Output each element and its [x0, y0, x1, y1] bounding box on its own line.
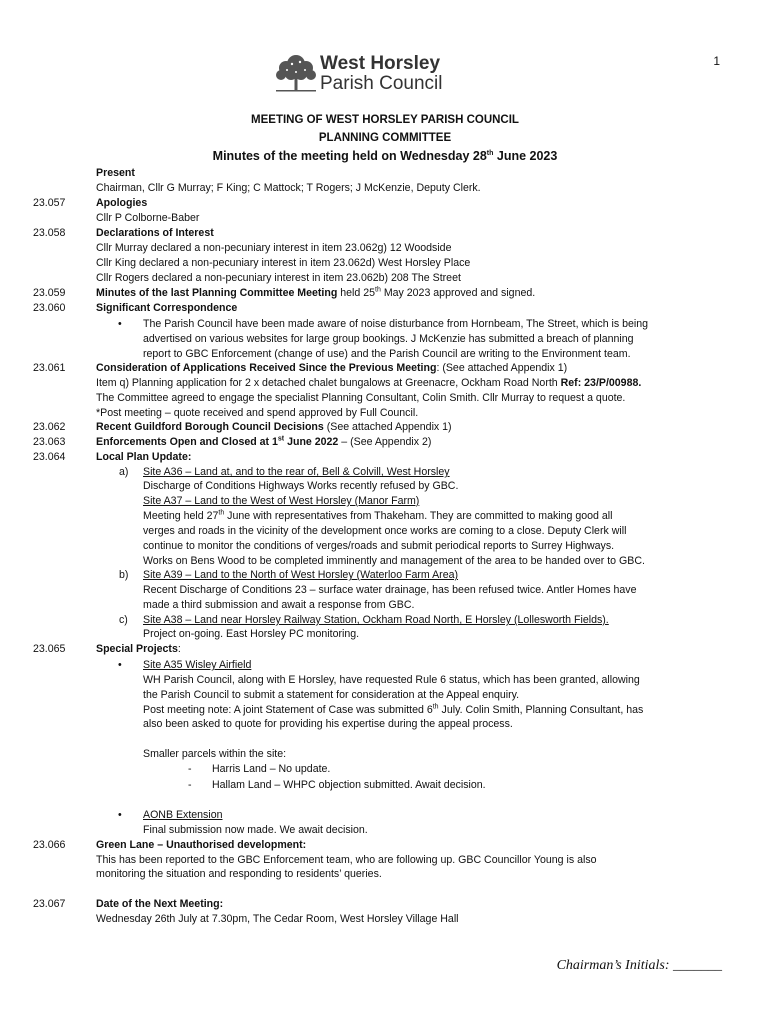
enforcements-heading: Enforcements Open and Closed at 1st June 2022 – (See Appendix 2) — [96, 435, 432, 448]
item-number: 23.066 — [33, 839, 66, 851]
declaration-line: Cllr King declared a non-pecuniary interest in item 23.062d) West Horsley Place — [96, 257, 471, 269]
site-a35-text: also been asked to quote for providing his expertise during the appeal process. — [143, 718, 513, 730]
present-heading: Present — [96, 167, 135, 179]
site-a37-title: Site A37 – Land to the West of West Horsley (Manor Farm) — [143, 495, 420, 507]
aonb-title: AONB Extension — [143, 809, 223, 821]
next-meeting-heading: Date of the Next Meeting: — [96, 898, 224, 910]
site-a38-text: Project on-going. East Horsley PC monitoring. — [143, 628, 360, 640]
correspondence-line: advertised on various websites for large group bookings. J McKenzie has submitted a breach of planning — [143, 333, 634, 345]
item-number: 23.062 — [33, 421, 66, 433]
site-a39-text: made a third submission and await a response from GBC. — [143, 599, 415, 611]
item-number: 23.060 — [33, 302, 66, 314]
item-number: 23.058 — [33, 227, 66, 239]
correspondence-heading: Significant Correspondence — [96, 302, 238, 314]
item-number: 23.059 — [33, 287, 66, 299]
list-label: c) — [119, 614, 128, 626]
site-a39-text: Recent Discharge of Conditions 23 – surface water drainage, has been refused twice. Antler Homes have — [143, 584, 637, 596]
list-label: a) — [119, 466, 129, 478]
site-a36-title: Site A36 – Land at, and to the rear of, Bell & Colvill, West Horsley — [143, 466, 450, 478]
site-a35-title: Site A35 Wisley Airfield — [143, 659, 252, 671]
item-number: 23.063 — [33, 436, 66, 448]
meeting-title: MEETING OF WEST HORSLEY PARISH COUNCIL — [251, 114, 519, 126]
site-a37-text: verges and roads in the vicinity of the development once works are coming to a close. Deputy Clerk will — [143, 525, 627, 537]
item-number: 23.057 — [33, 197, 66, 209]
site-a35-text: the Parish Council to submit a statement for consideration at the Appeal enquiry. — [143, 689, 520, 701]
bullet: • — [118, 318, 122, 330]
parish-council-logo — [272, 52, 467, 96]
correspondence-line: report to GBC Enforcement (change of use) and the Parish Council are writing to the Environment team. — [143, 348, 631, 360]
site-a35-text: Post meeting note: A joint Statement of Case was submitted 6th July. Colin Smith, Planning Consultant, has — [143, 703, 644, 716]
declarations-heading: Declarations of Interest — [96, 227, 214, 239]
minutes-date-title: Minutes of the meeting held on Wednesday 28th June 2023 — [212, 149, 558, 163]
page-number: 1 — [713, 54, 720, 68]
parcels-heading: Smaller parcels within the site: — [143, 748, 287, 760]
declaration-line: Cllr Rogers declared a non-pecuniary interest in item 23.062b) 208 The Street — [96, 272, 461, 284]
next-meeting-text: Wednesday 26th July at 7.30pm, The Cedar Room, West Horsley Village Hall — [96, 913, 459, 925]
site-a38-title: Site A38 – Land near Horsley Railway Station, Ockham Road North, E Horsley (Lollesworth Fields). — [143, 614, 609, 626]
special-projects-heading: Special Projects: — [96, 643, 181, 655]
gbc-decisions: Recent Guildford Borough Council Decisions (See attached Appendix 1) — [96, 421, 452, 433]
site-a39-title: Site A39 – Land to the North of West Horsley (Waterloo Farm Area) — [143, 569, 459, 581]
correspondence-line: The Parish Council have been made aware of noise disturbance from Hornbeam, The Street, which is being — [143, 318, 649, 330]
apologies-heading: Apologies — [96, 197, 148, 209]
local-plan-heading: Local Plan Update: — [96, 451, 192, 463]
minutes-approval: Minutes of the last Planning Committee Meeting held 25th May 2023 approved and signed. — [96, 286, 536, 299]
item-number: 23.067 — [33, 898, 66, 910]
item-number: 23.061 — [33, 362, 66, 374]
green-lane-text: This has been reported to the GBC Enforcement team, who are following up. GBC Councillor Young is also — [96, 854, 597, 866]
committee-title: PLANNING COMMITTEE — [318, 132, 452, 144]
logo-title-line1: West Horsley — [320, 53, 441, 74]
application-decision: The Committee agreed to engage the specialist Planning Consultant, Colin Smith. Cllr Murray to request a quote. — [96, 392, 626, 404]
parcel-item: Harris Land – No update. — [212, 763, 331, 775]
chairman-initials: Chairman’s Initials: _______ — [556, 958, 722, 973]
site-a37-text: Works on Bens Wood to be completed imminently and management of the area to be handed over to GBC. — [143, 555, 645, 567]
logo-title-line2: Parish Council — [320, 73, 443, 94]
list-label: b) — [119, 569, 129, 581]
tree-icon — [272, 52, 320, 96]
dash: - — [188, 779, 192, 791]
dash: - — [188, 763, 192, 775]
item-number: 23.064 — [33, 451, 66, 463]
present-list: Chairman, Cllr G Murray; F King; C Mattock; T Rogers; J McKenzie, Deputy Clerk. — [96, 182, 481, 194]
applications-heading: Consideration of Applications Received Since the Previous Meeting: (See attached Appendix 1) — [96, 362, 568, 374]
bullet: • — [118, 809, 122, 821]
site-a35-text: WH Parish Council, along with E Horsley, have requested Rule 6 status, which has been granted, allowing — [143, 674, 640, 686]
green-lane-heading: Green Lane – Unauthorised development: — [96, 839, 307, 851]
site-a37-text: continue to monitor the conditions of verges/roads and submit periodical reports to Surrey Highways. — [143, 540, 615, 552]
parcel-item: Hallam Land – WHPC objection submitted. Await decision. — [212, 779, 486, 791]
apologies-text: Cllr P Colborne-Baber — [96, 212, 200, 224]
declaration-line: Cllr Murray declared a non-pecuniary interest in item 23.062g) 12 Woodside — [96, 242, 452, 254]
site-a37-text: Meeting held 27th June with representatives from Thakeham. They are committed to making good all — [143, 509, 613, 522]
post-meeting-note: *Post meeting – quote received and spend approved by Full Council. — [96, 407, 419, 419]
site-a36-text: Discharge of Conditions Highways Works recently refused by GBC. — [143, 480, 459, 492]
green-lane-text: monitoring the situation and responding to residents’ queries. — [96, 868, 382, 880]
aonb-text: Final submission now made. We await decision. — [143, 824, 368, 836]
item-number: 23.065 — [33, 643, 66, 655]
bullet: • — [118, 659, 122, 671]
application-item: Item q) Planning application for 2 x detached chalet bungalows at Greenacre, Ockham Road North Ref: 23/P/00988. — [96, 377, 642, 389]
